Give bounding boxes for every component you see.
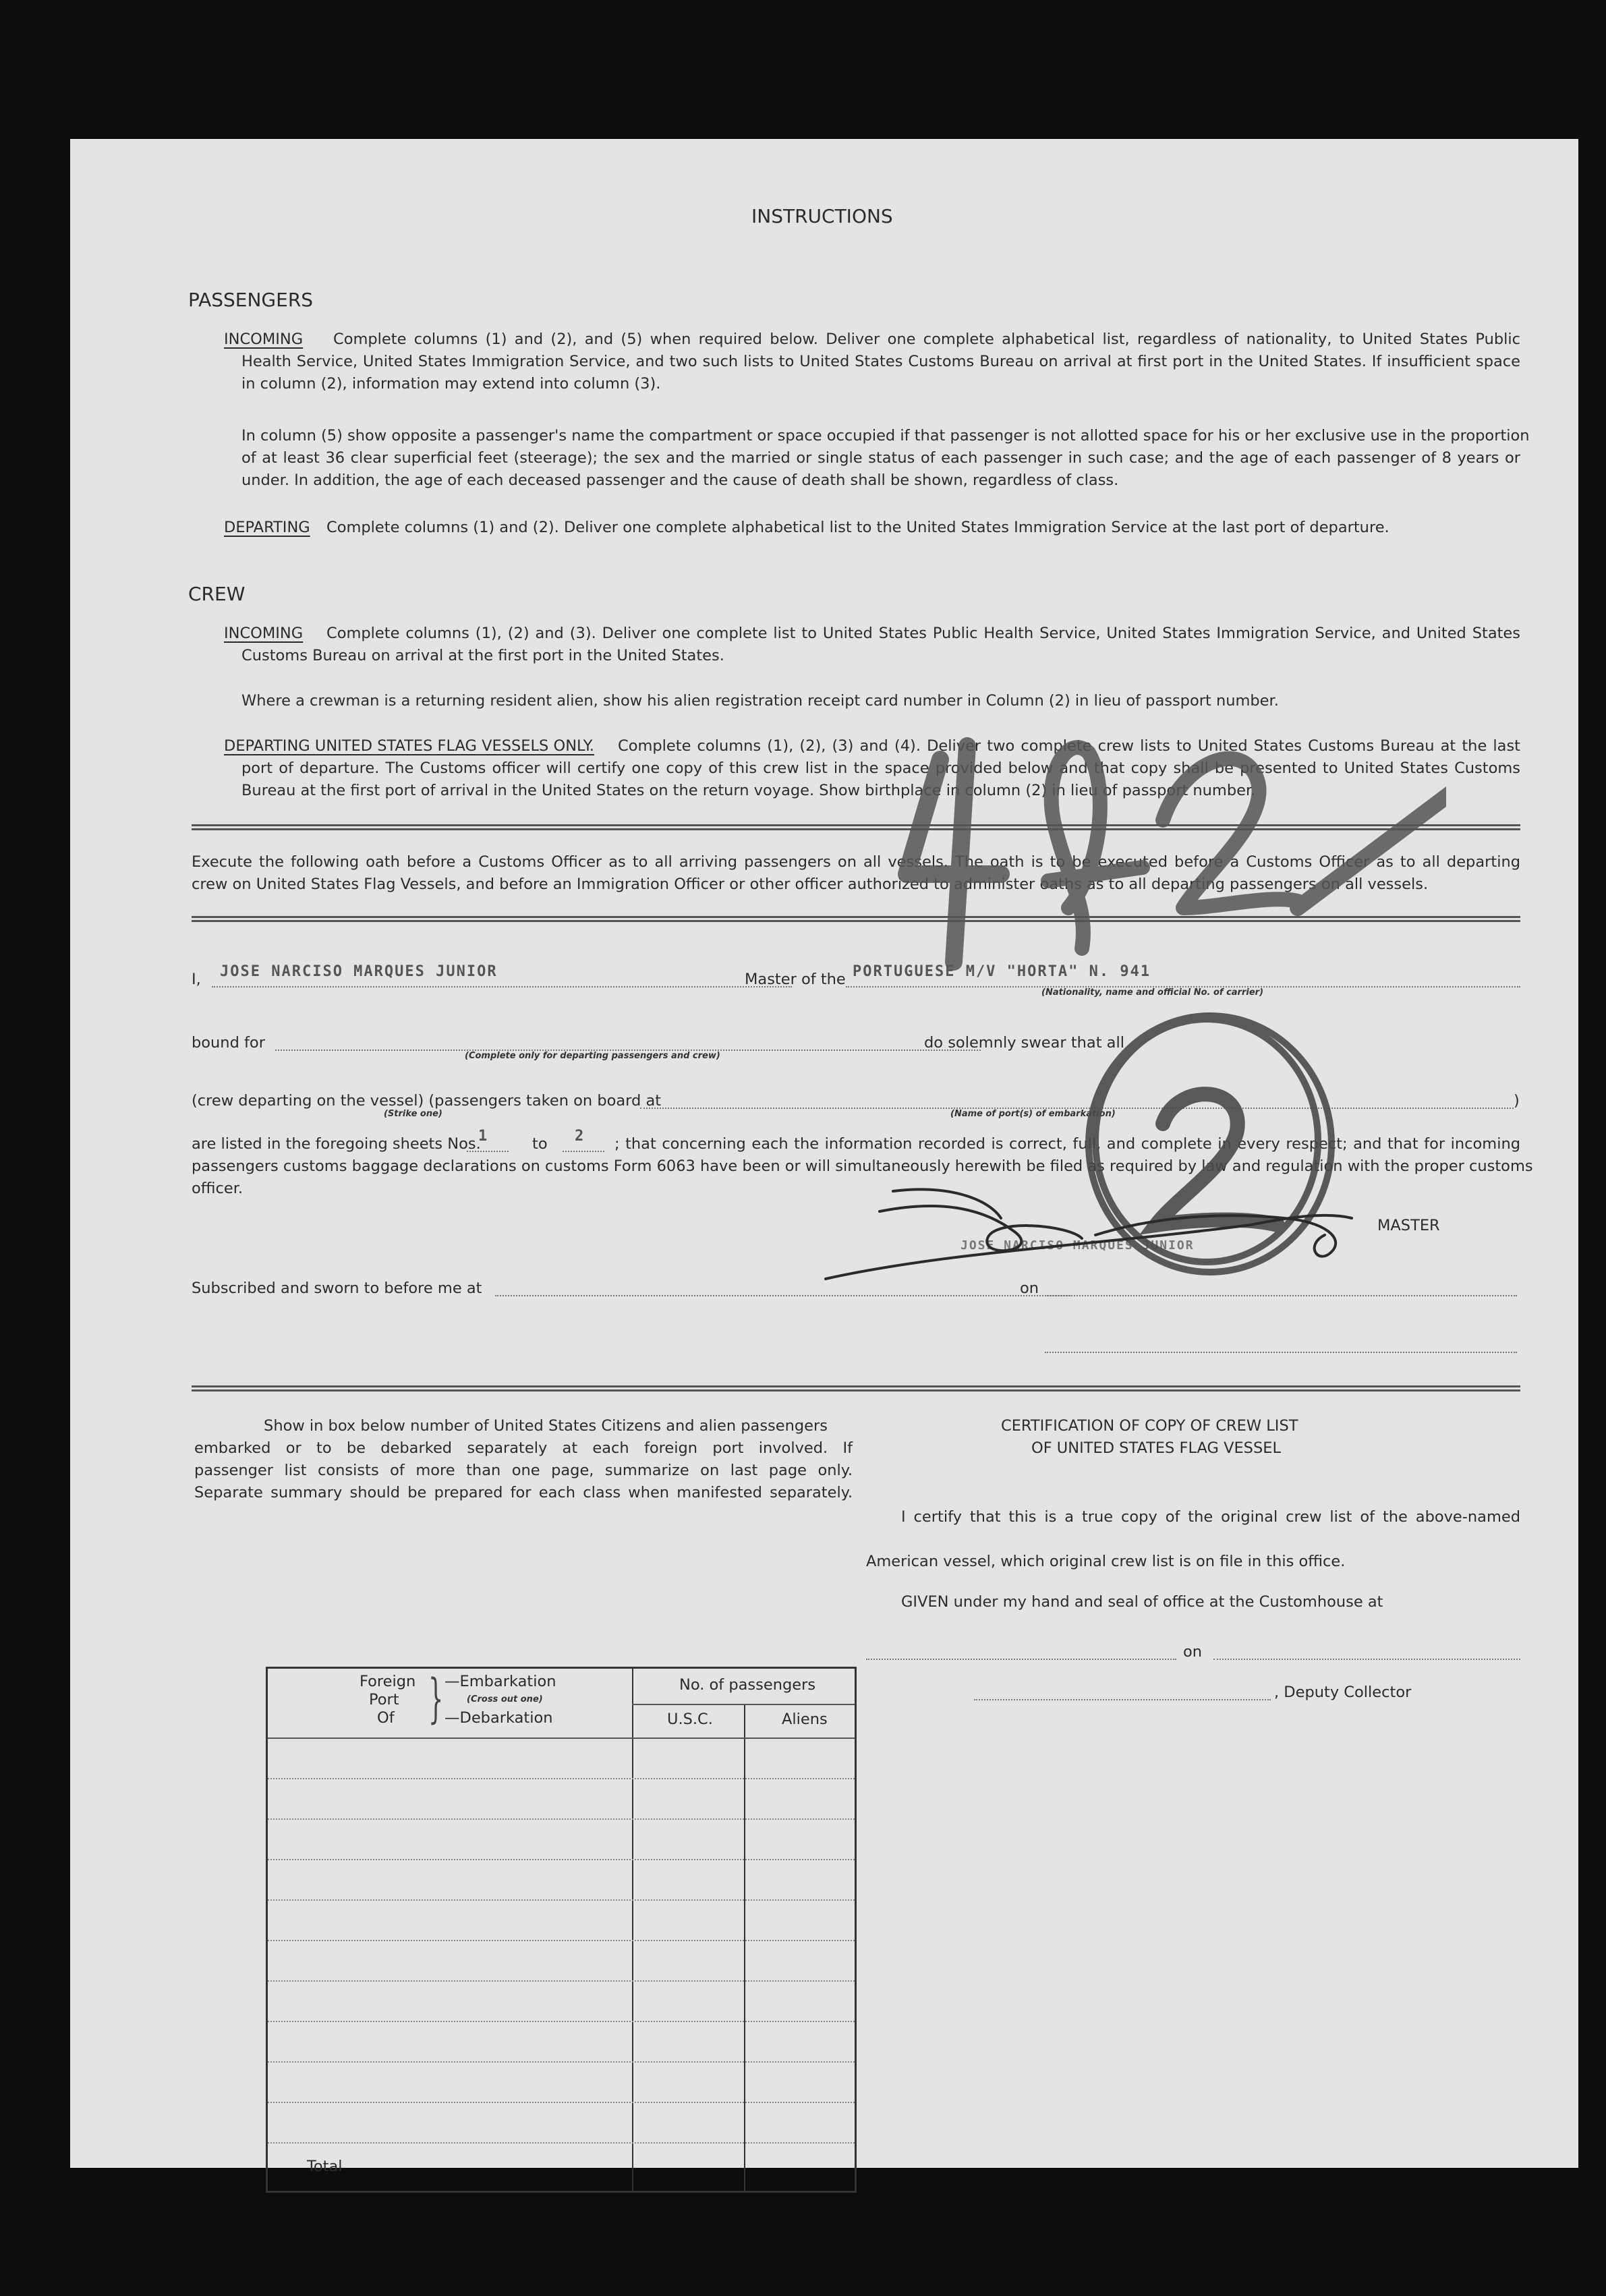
table-row	[268, 2102, 855, 2103]
table-row	[268, 1859, 855, 1860]
oath-i-label: I,	[192, 971, 201, 988]
column5-line-3: under. In addition, the age of each deceased passenger and the cause of death shall be shown, regardless of class.	[241, 471, 1119, 489]
customhouse-line	[866, 1659, 1176, 1660]
crew-passengers-label: (crew departing on the vessel) (passengers taken on board at	[192, 1092, 662, 1110]
master-signature-label: MASTER	[1377, 1217, 1440, 1234]
certification-date-line	[1213, 1659, 1520, 1660]
crew-resident-alien-text: Where a crewman is a returning resident alien, show his alien registration receipt card number in Column (2) in lieu of passport number.	[241, 692, 1279, 710]
strike-one-caption: (Strike one)	[384, 1109, 442, 1119]
table-row	[268, 1778, 855, 1779]
deputy-collector-label: , Deputy Collector	[1274, 1684, 1412, 1701]
crew-heading: CREW	[188, 583, 246, 605]
summary-line-1: Show in box below number of United States Citizens and alien passengers	[264, 1417, 828, 1435]
total-label: Total	[307, 2158, 343, 2175]
certification-title-line-2: OF UNITED STATES FLAG VESSEL	[1031, 1439, 1281, 1457]
passengers-heading: PASSENGERS	[188, 289, 314, 311]
summary-line-4: Separate summary should be prepared for each class when manifested separately.	[194, 1484, 853, 1501]
customs-declaration-line-3: officer.	[192, 1180, 243, 1197]
brace-icon: }	[428, 1669, 444, 1729]
passenger-summary-table	[266, 1667, 857, 2193]
section-divider	[192, 1385, 1520, 1391]
table-row	[268, 2021, 855, 2022]
sheet-from-value: 1	[478, 1128, 489, 1145]
solemnly-swear-label: do solemnly swear that all	[924, 1034, 1124, 1052]
cross-out-caption: (Cross out one)	[467, 1694, 543, 1704]
aliens-header: Aliens	[782, 1711, 828, 1728]
table-divider	[632, 1704, 855, 1705]
of-header: Of	[377, 1709, 395, 1727]
crew-departing-label: DEPARTING UNITED STATES FLAG VESSELS ONLY.	[224, 737, 594, 755]
sheet-from-line	[467, 1151, 509, 1152]
sheet-to-line	[563, 1151, 604, 1152]
vessel-caption: (Nationality, name and official No. of carrier)	[1041, 987, 1264, 998]
page-title: INSTRUCTIONS	[751, 205, 893, 227]
column5-line-1: In column (5) show opposite a passenger's name the compartment or space occupied if that passenger is not allotted space for his or her exclusive use in the proportion	[241, 427, 1530, 444]
certification-on-label: on	[1183, 1643, 1203, 1661]
passengers-incoming-line-1: Complete columns (1) and (2), and (5) when required below. Deliver one complete alphabetical list, regardless of nationality, to United States Public	[333, 331, 1520, 348]
table-row	[268, 2142, 855, 2144]
subscribed-place-line	[495, 1295, 1072, 1296]
master-name-typed: JOSE NARCISO MARQUES JUNIOR	[220, 963, 498, 980]
embarkation-caption: (Name of port(s) of embarkation)	[950, 1109, 1116, 1119]
crew-departing-line-3: Bureau at the first port of arrival in the United States on the return voyage. Show birthplace in column (2) in lieu of passport number.	[241, 782, 1256, 799]
bound-for-label: bound for	[192, 1034, 265, 1052]
officer-line	[1045, 1352, 1517, 1353]
certification-line-3: GIVEN under my hand and seal of office at the Customhouse at	[901, 1593, 1383, 1611]
close-paren: )	[1514, 1092, 1520, 1110]
column5-line-2: of at least 36 clear superficial feet (steerage); the sex and the married or single status of each passenger in such case; and the age of each passenger of 8 years or	[241, 449, 1520, 467]
master-signature	[812, 1171, 1433, 1292]
typed-signature-name: JOSE NARCISO MARQUES JUNIOR	[960, 1238, 1195, 1253]
table-row	[268, 1818, 855, 1820]
port-header: Port	[369, 1691, 399, 1709]
passengers-departing-text: Complete columns (1) and (2). Deliver one complete alphabetical list to the United States Immigration Service at the last port of departure.	[326, 519, 1389, 536]
table-row	[268, 1980, 855, 1982]
summary-line-3: passenger list consists of more than one page, summarize on last page only.	[194, 1462, 853, 1479]
crew-departing-line-2: port of departure. The Customs officer will certify one copy of this crew list in the space provided below and that copy shall be presented to United States Customs	[241, 759, 1520, 777]
usc-header: U.S.C.	[667, 1711, 713, 1728]
summary-line-2: embarked or to be debarked separately at each foreign port involved. If	[194, 1439, 853, 1457]
debarkation-header: —Debarkation	[444, 1709, 553, 1727]
bound-for-caption: (Complete only for departing passengers and crew)	[465, 1051, 720, 1061]
document-page	[70, 139, 1578, 2175]
table-row	[268, 1940, 855, 1941]
subscribed-label: Subscribed and sworn to before me at	[192, 1280, 482, 1297]
passengers-incoming-line-3: in column (2), information may extend into column (3).	[241, 375, 661, 393]
table-row	[268, 1899, 855, 1901]
master-of-label: Master of the	[745, 971, 846, 988]
oath-instructions-line-1: Execute the following oath before a Customs Officer as to all arriving passengers on all vessels. The oath is to be executed before a Customs Officer as to all departing	[192, 853, 1520, 871]
passengers-incoming-line-2: Health Service, United States Immigration Service, and two such lists to United States Customs Bureau on arrival at first port in the United States. If insufficient space	[241, 353, 1520, 370]
no-passengers-header: No. of passengers	[679, 1676, 816, 1694]
sheets-label: are listed in the foregoing sheets Nos.	[192, 1135, 481, 1153]
table-divider	[632, 1669, 633, 2191]
sheets-to-label: to	[532, 1135, 548, 1153]
customs-declaration-line-2: passengers customs baggage declarations on customs Form 6063 have been or will simultaneously herewith be filed as required by law and regulation with the proper customs	[192, 1157, 1533, 1175]
certification-line-2: American vessel, which original crew list is on file in this office.	[866, 1553, 1346, 1570]
foreign-header: Foreign	[360, 1673, 416, 1690]
crew-incoming-line-2: Customs Bureau on arrival at the first port in the United States.	[241, 647, 724, 664]
subscribed-date-line	[1045, 1295, 1517, 1296]
oath-instructions-line-2: crew on United States Flag Vessels, and before an Immigration Officer or other officer authorized to administer oaths as to all departing passengers on all vessels.	[192, 876, 1429, 893]
subscribed-on-label: on	[1020, 1280, 1039, 1297]
passengers-departing-label: DEPARTING	[224, 519, 310, 536]
crew-incoming-line-1: Complete columns (1), (2) and (3). Deliver one complete list to United States Public Health Service, United States Immigration Service, and United States	[326, 625, 1520, 642]
master-name-line	[212, 986, 792, 987]
table-divider	[268, 1738, 855, 1739]
embarkation-header: —Embarkation	[444, 1673, 556, 1690]
passengers-incoming-label: INCOMING	[224, 331, 304, 348]
vessel-name-typed: PORTUGUESE M/V "HORTA" N. 941	[853, 963, 1151, 980]
certification-title-line-1: CERTIFICATION OF COPY OF CREW LIST	[1001, 1417, 1298, 1435]
crew-incoming-label: INCOMING	[224, 625, 304, 642]
table-row	[268, 2061, 855, 2063]
certification-line-1: I certify that this is a true copy of the original crew list of the above-named	[901, 1508, 1520, 1526]
sheets-rest-text: ; that concerning each the information recorded is correct, full, and complete in every respect; and that for incoming	[614, 1135, 1520, 1153]
table-divider	[744, 1704, 745, 2191]
sheet-to-value: 2	[575, 1128, 585, 1145]
crew-departing-line-1: Complete columns (1), (2), (3) and (4). Deliver two complete crew lists to United States Customs Bureau at the last	[618, 737, 1520, 755]
deputy-collector-line	[974, 1699, 1271, 1700]
